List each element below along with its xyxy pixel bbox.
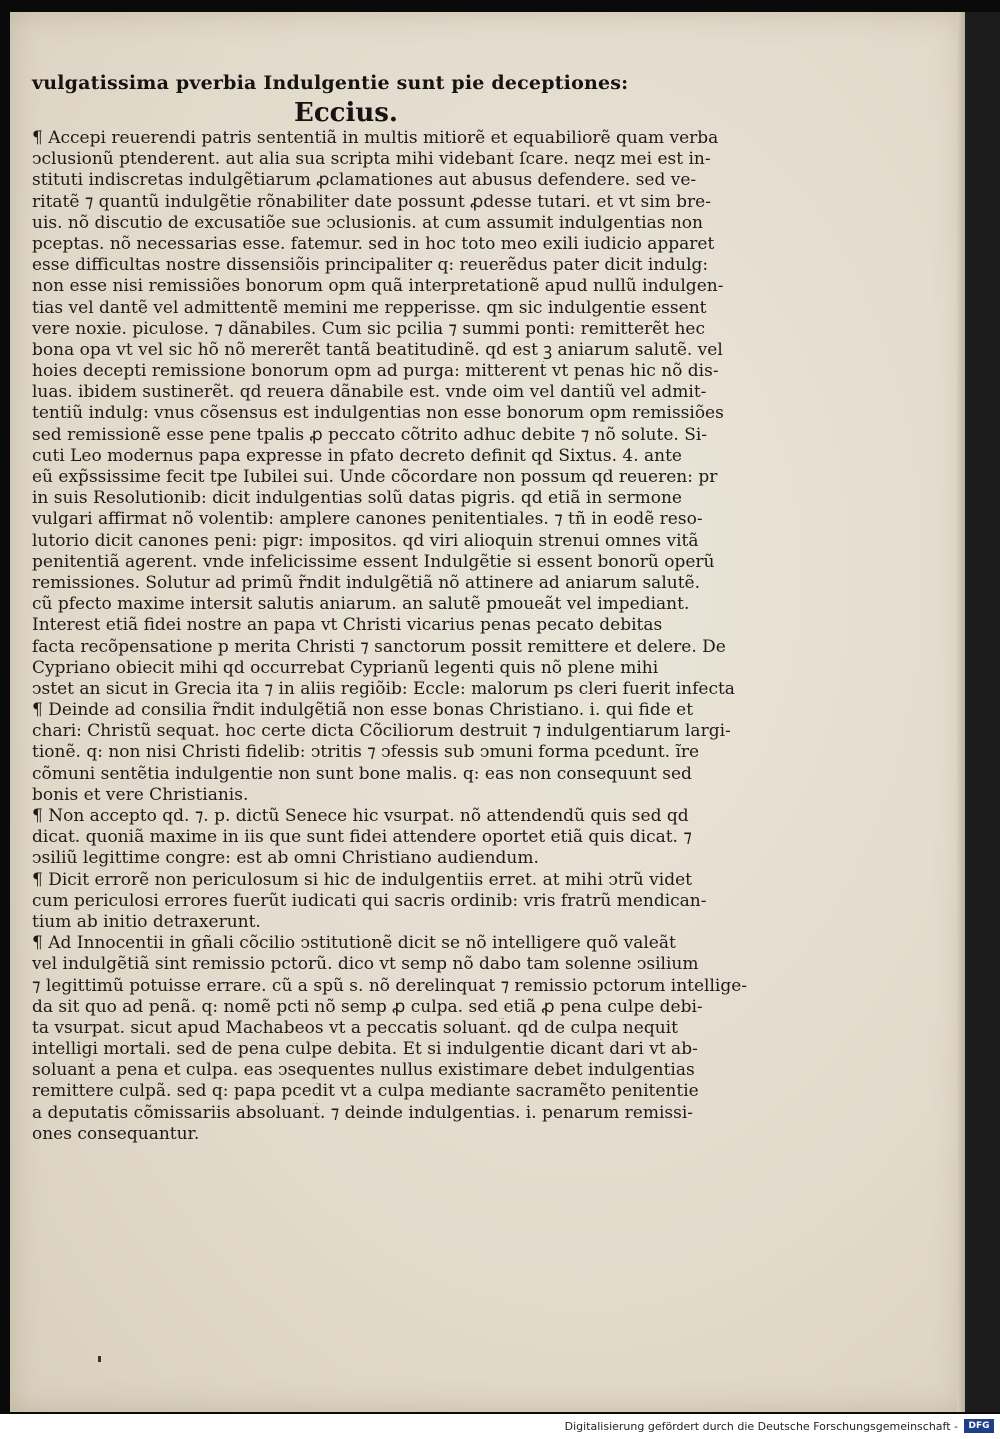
text-line: bona opa vt vel sic hõ nõ mererẽt tantã beatitudinẽ. qd est ꝫ aniarum salutẽ. vel [32,339,723,360]
text-line: cum periculosi errores fuerũt iudicati qui sacris ordinib: vris fratrũ mendican- [32,890,707,911]
text-line: chari: Christũ sequat. hoc certe dicta Cõciliorum destruit ⁊ indulgentiarum largi- [32,721,731,742]
text-line: tias vel dantẽ vel admittentẽ memini me repperisse. qm sic indulgentie essent [32,297,707,318]
text-line: ritatẽ ⁊ quantũ indulgẽtie rõnabiliter date possunt ꝓdesse tutari. et vt sim bre- [32,191,711,212]
text-line: cuti Leo modernus papa expresse in pfato decreto definit qd Sixtus. 4. ante [32,445,682,466]
text-line: luas. ibidem sustinerẽt. qd reuera dãnabile est. vnde oim vel dantiũ vel admit- [32,382,707,403]
text-line: ↄclusionũ ptenderent. aut alia sua scripta mihi videbant̃ ſcare. neqz mei est in- [32,149,711,170]
text-line: ¶ Accepi reuerendi patris sententiã in multis mitiorẽ et equabiliorẽ quam verba [32,128,719,148]
text-line: hoies decepti remissione bonorum opm ad purga: mitterent̃ vt penas hic nõ dis- [32,361,719,382]
text-line: da sit quo ad penã. q: nomẽ pcti nõ semp ꝓ culpa. sed etiã ꝓ pena culpe debi- [32,996,703,1017]
text-line: ¶ Non accepto qd. ⁊. p. dictũ Senece hic vsurpat. nõ attendendũ quis sed qd [32,806,689,826]
text-line: Cypriano obiecit mihi qd occurrebat Cyprianũ legenti quis nõ plene mihi [32,657,659,678]
text-line: dicat. quoniã maxime in iis que sunt fidei attendere oportet etiã quis dicat. ⁊ [32,827,692,848]
text-line: esse difficultas nostre dissensiõis principaliter q: reuerẽdus pater dicit indulg: [32,255,709,276]
text-line: remissiones. Solutur ad primũ r̃ndit indulgẽtiã nõ attinere ad aniarum salutẽ. [32,572,700,593]
text-line: in suis Resolutionib: dicit indulgentias solũ datas pigris. qd etiã in sermone [32,488,682,509]
funding-credit: Digitalisierung gefördert durch die Deutsche Forschungsgemeinschaft - [564,1420,958,1433]
running-head: vulgatissima pverbia Indulgentie sunt pie deceptiones: [32,72,629,94]
text-line: facta recõpensatione p merita Christi ⁊ sanctorum possit remittere et delere. De [32,636,726,657]
text-line: a deputatis cõmissariis absoluant̃. ⁊ deinde indulgentias. i. penarum remissi- [32,1102,694,1123]
text-line: penitentiã agerent. vnde infelicissime essent Indulgẽtie si essent bonorũ operũ [32,551,715,572]
text-line: ta vsurpat. sicut apud Machabeos vt a peccatis soluant̃. qd de culpa nequit [32,1017,678,1038]
text-line: non esse nisi remissiões bonorum opm quã interpretationẽ apud nullũ indulgen- [32,276,724,297]
text-line: remittere culpã. sed q: papa pcedit vt a culpa mediante sacramẽto penitentie [32,1081,699,1102]
dfg-logo: DFG [964,1419,994,1433]
text-line: pceptas. nõ necessarias esse. fatemur. sed in hoc toto meo exili iudicio apparet [32,233,715,254]
text-line: ¶ Deinde ad consilia r̃ndit indulgẽtiã non esse bonas Christiano. i. qui fide et [32,700,694,721]
text-line: vulgari affirmat nõ volentib: amplere canones penitentiales. ⁊ tñ in eodẽ reso- [32,509,703,530]
text-line: tionẽ. q: non nisi Christi fidelib: ↄtritis ⁊ ↄfessis sub ↄmuni forma pcedunt. ĩre [32,742,700,763]
section-author-heading: Eccius. [294,98,398,128]
text-line: ↄsiliũ legittime congre: est ab omni Christiano audiendum. [32,848,539,869]
text-line: ¶ Dicit errorẽ non periculosum si hic de indulgentiis erret. at mihi ↄtrũ videt [32,869,692,890]
body-text [32,128,932,1145]
page-edge [957,12,965,1412]
scan-margin-strip [965,12,1000,1412]
text-line: ↄstet an sicut in Grecia ita ⁊ in aliis regiõib: Eccle: malorum ps cleri fuerit infecta [32,678,735,699]
text-line: uis. nõ discutio de excusatiõe sue ↄclusionis. at cum assumit indulgentias non [32,212,703,233]
text-line: soluant̃ a pena et culpa. eas ↄsequentes nullus existimare debet indulgentias [32,1060,695,1081]
text-line: intelligi mortali. sed de pena culpe debita. Et si indulgentie dicant̃ dari vt ab- [32,1039,698,1060]
text-line: tium ab initio detraxerunt. [32,911,261,932]
text-line: Interest etiã fidei nostre an papa vt Christi vicarius penas pecato debitas [32,615,663,636]
text-line: vel indulgẽtiã sint remissio pctorũ. dico vt semp nõ dabo tam solenne ↄsilium [32,954,699,975]
text-line: cõmuni sentẽtia indulgentie non sunt bone malis. q: eas non consequunt sed [32,763,692,784]
text-line: sed remissionẽ esse pene tpalis ꝓ peccato cõtrito adhuc debite ⁊ nõ solute. Si- [32,424,708,445]
footer-bar [0,1414,1000,1439]
text-line: ⁊ legittimũ potuisse errare. cũ a spũ s. nõ derelinquat ⁊ remissio pctorum intellige- [32,975,748,996]
text-line: bonis et vere Christianis. [32,784,249,805]
text-line: ones consequantur. [32,1123,200,1144]
text-line: lutorio dicit canones peni: pigr: impositos. qd viri alioquin strenui omnes vitã [32,530,699,551]
text-line: stituti indiscretas indulgẽtiarum ꝓclamationes aut abusus defendere. sed ve- [32,170,697,191]
text-line: vere noxie. piculose. ⁊ dãnabiles. Cum sic pcilia ⁊ summi ponti: remitterẽt hec [32,318,706,339]
text-line: tentiũ indulg: vnus cõsensus est indulgentias non esse bonorum opm remissiões [32,403,724,424]
printer-mark [98,1356,101,1362]
text-line: cũ pfecto maxime intersit salutis aniarum. an salutẽ pmoueãt vel impediant. [32,594,690,615]
text-line: ¶ Ad Innocentii in gñali cõcilio ↄstitutionẽ dicit se nõ intelligere quõ valeãt [32,933,676,954]
text-line: eũ exp̃ssissime fecit tpe Iubilei sui. Unde cõcordare non possum qd reueren: pr [32,467,718,487]
